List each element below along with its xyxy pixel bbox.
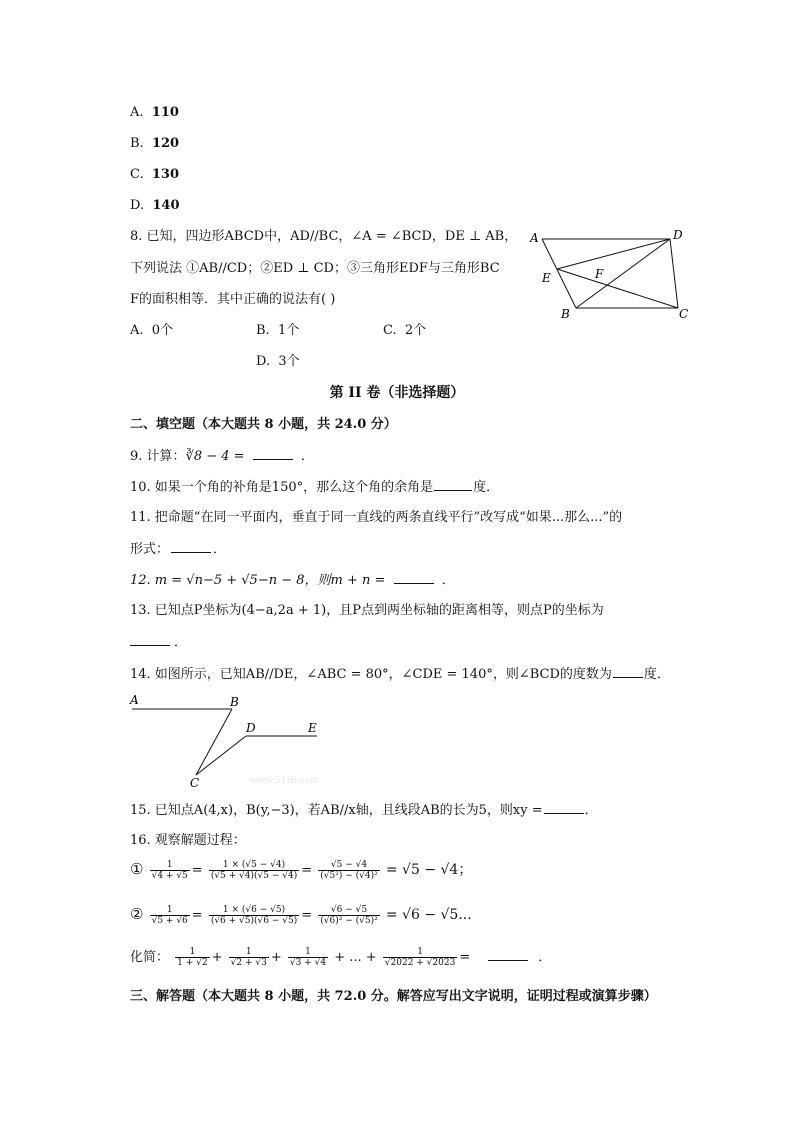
label-e: E bbox=[542, 271, 551, 285]
section3-heading: 三、解答题（本大题共 8 小题，共 72.0 分。解答应写出文字说明，证明过程或演算步骤） bbox=[130, 989, 657, 1004]
q12: 12. m = √n−5 + √5−n − 8，则m + n = ． bbox=[130, 573, 455, 588]
q16-simplify: 化简： $\frac{1}{1 + √2}$ + $\frac{1}{√2 + √3}$ + $\frac{1}{√3 + √4}$ + ... + $\frac{1}{√2022 + √2023}$ = ． bbox=[130, 947, 552, 968]
q10-blank[interactable] bbox=[434, 478, 472, 491]
q11-line2: 形式： ． bbox=[130, 542, 227, 557]
q9: 9. 计算：∛8 − 4 = ． bbox=[130, 449, 314, 464]
q11-blank[interactable] bbox=[171, 540, 211, 553]
q12-blank[interactable] bbox=[394, 571, 434, 584]
q13-line1: 13. 已知点P坐标为(4−a,2a + 1)，且P点到两坐标轴的距离相等，则点P的坐标为 bbox=[130, 603, 604, 618]
segment-ed bbox=[557, 239, 670, 269]
q8-option-a: A. 0个 bbox=[130, 323, 174, 338]
q13-blank[interactable] bbox=[130, 633, 170, 646]
q8-option-c: C. 2个 bbox=[383, 323, 427, 338]
segment-dc bbox=[670, 239, 678, 308]
simplify-term1: $\frac{1}{1 + √2}$ bbox=[177, 947, 208, 968]
row1-frac1: $\frac{1}{√4 + √5}$ bbox=[151, 860, 188, 881]
q8-line1: 8. 已知，四边形ABCD中，AD//BC，∠A = ∠BCD，DE ⊥ AB， bbox=[130, 229, 518, 244]
label-d: D bbox=[673, 228, 683, 242]
q14: 14. 如图所示，已知AB//DE，∠ABC = 80°，∠CDE = 140°，则∠BCD的度数为 度． bbox=[130, 667, 670, 682]
q13-line2: ． bbox=[130, 633, 187, 652]
q16-heading: 16. 观察解题过程： bbox=[130, 833, 246, 848]
row2-frac1: $\frac{1}{√5 + √6}$ bbox=[151, 905, 188, 926]
q8-option-d: D. 3个 bbox=[256, 354, 300, 369]
simplify-term3: $\frac{1}{√3 + √4}$ bbox=[289, 947, 327, 968]
q7-option-b: B. 120 bbox=[130, 136, 180, 151]
segment-bc bbox=[196, 709, 232, 775]
q8-figure bbox=[520, 222, 700, 327]
simplify-term-last: $\frac{1}{√2022 + √2023}$ bbox=[384, 947, 456, 968]
segment-cd bbox=[196, 736, 246, 775]
q8-line2: 下列说法 ①AB//CD；②ED ⊥ CD；③三角形EDF与三角形BC bbox=[130, 261, 500, 276]
row2-frac3: $\frac{√6 - √5}{\text{(√6)² − (√5)²}}$ bbox=[320, 905, 378, 926]
q16-blank[interactable] bbox=[488, 948, 528, 961]
row2-frac2: $\frac{1 \times (√6 - √5)}{(√6 + √5)(√6 - √5)}$ bbox=[210, 905, 298, 926]
q7-option-c: C. 130 bbox=[130, 167, 180, 182]
q16-row2: ② $\frac{1}{√5 + √6}$ = $\frac{1 \times (√6 - √5)}{(√6 + √5)(√6 - √5)}$ = $\frac{√6 - √5}{\text{(√6)² − (√5)²}}$ = √6 − √5... bbox=[130, 905, 472, 926]
label-b: B bbox=[561, 307, 570, 321]
label-d: D bbox=[246, 721, 256, 735]
q15-blank[interactable] bbox=[544, 801, 584, 814]
label-c: C bbox=[679, 307, 689, 321]
row1-frac3: $\frac{√5 - √4}{\text{(√5²) − (√4)²}}$ bbox=[320, 860, 378, 881]
q8-option-b: B. 1个 bbox=[256, 323, 300, 338]
q14-blank[interactable] bbox=[613, 665, 643, 678]
q15: 15. 已知点A(4,x)，B(y,−3)，若AB//x轴，且线段AB的长为5，则xy = ． bbox=[130, 803, 598, 818]
part2-title: 第 II 卷（非选择题） bbox=[329, 385, 465, 401]
q9-blank[interactable] bbox=[253, 447, 293, 460]
q16-row1: ① $\frac{1}{√4 + √5}$ = $\frac{1 \times (√5 - √4)}{(√5 + √4)(√5 - √4)}$ = $\frac{√5 - √4}{\text{(√5²) − (√4)²}}$ = √5 − √4； bbox=[130, 860, 473, 881]
label-a: A bbox=[530, 231, 539, 245]
segment-bd bbox=[576, 239, 670, 308]
section2-heading: 二、填空题（本大题共 8 小题，共 24.0 分） bbox=[130, 417, 397, 432]
simplify-term2: $\frac{1}{√2 + √3}$ bbox=[230, 947, 267, 968]
q7-option-d: D. 140 bbox=[130, 198, 180, 213]
label-b: B bbox=[230, 695, 239, 709]
q11-line1: 11. 把命题“在同一平面内，垂直于同一直线的两条直线平行”改写成“如果...那么...”的 bbox=[130, 510, 623, 525]
q8-line3: F的面积相等．其中正确的说法有( ) bbox=[130, 292, 336, 307]
watermark: www.51zb.com bbox=[250, 776, 319, 786]
q7-option-a: A. 110 bbox=[130, 105, 179, 120]
label-c: C bbox=[190, 776, 200, 790]
q10: 10. 如果一个角的补角是150°，那么这个角的余角是 度． bbox=[130, 480, 500, 495]
label-a: A bbox=[130, 693, 139, 707]
row1-frac2: $\frac{1 \times (√5 - √4)}{(√5 + √4)(√5 - √4)}$ bbox=[210, 860, 298, 881]
label-e: E bbox=[308, 721, 317, 735]
segment-ec bbox=[557, 269, 678, 308]
label-f: F bbox=[595, 267, 604, 281]
